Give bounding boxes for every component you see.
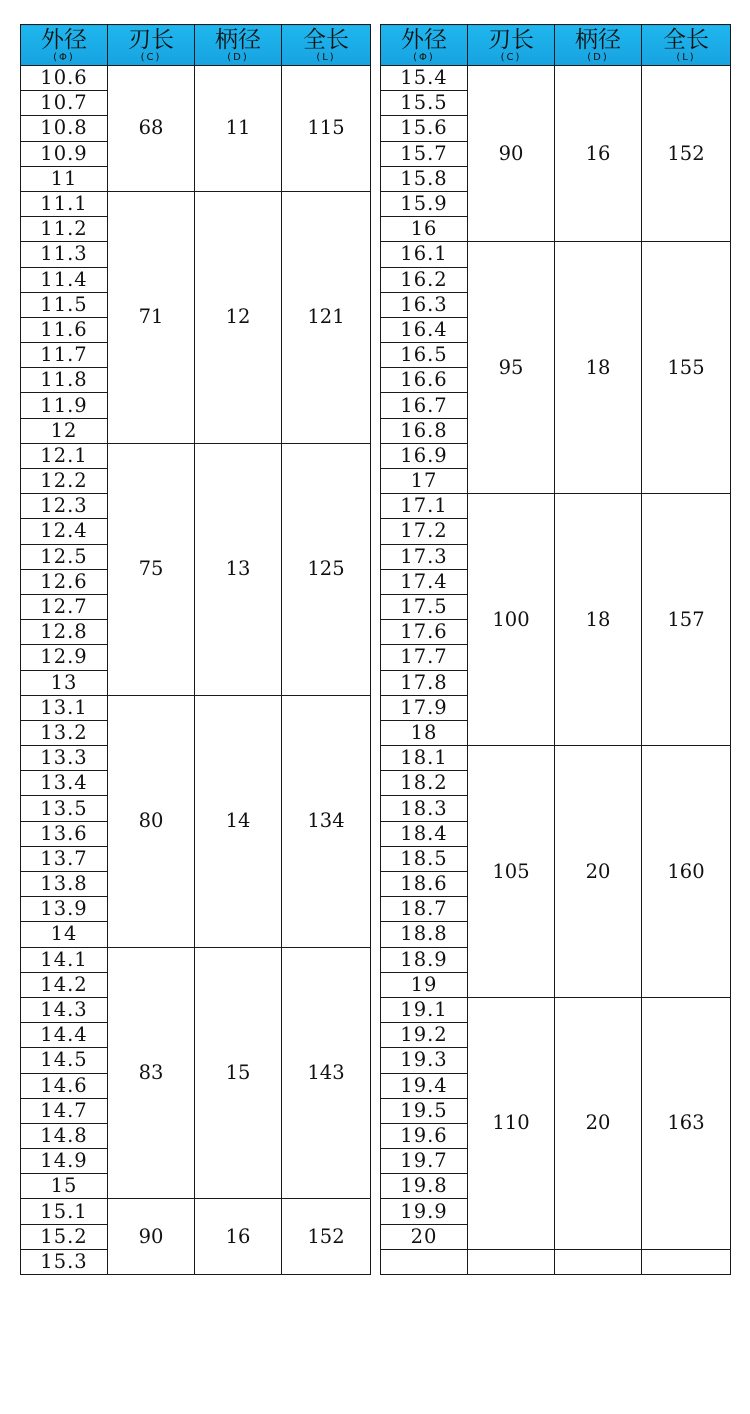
diameter-cell: 14.6 — [21, 1073, 108, 1098]
header-label: 全长 — [663, 26, 709, 53]
diameter-cell: 14.3 — [21, 997, 108, 1022]
header-unit: (Φ) — [413, 51, 435, 63]
diameter-cell: 15.5 — [381, 91, 468, 116]
overall-length-cell: 121 — [282, 191, 371, 443]
diameter-cell: 18.6 — [381, 872, 468, 897]
diameter-cell: 14.8 — [21, 1123, 108, 1148]
overall-length-cell: 115 — [282, 66, 371, 192]
blade-length-cell: 80 — [108, 695, 195, 947]
diameter-cell: 18.1 — [381, 746, 468, 771]
diameter-cell: 14.5 — [21, 1048, 108, 1073]
empty-cell — [381, 1249, 468, 1274]
diameter-cell: 16.8 — [381, 418, 468, 443]
empty-cell — [555, 1249, 642, 1274]
diameter-cell: 18.9 — [381, 947, 468, 972]
header-row — [21, 25, 371, 66]
diameter-cell: 14.9 — [21, 1149, 108, 1174]
diameter-cell: 13.7 — [21, 846, 108, 871]
header-label: 柄径 — [215, 26, 261, 53]
diameter-cell: 13.6 — [21, 821, 108, 846]
header-unit: (Φ) — [53, 51, 75, 63]
overall-length-header — [282, 25, 371, 66]
diameter-cell: 11.5 — [21, 292, 108, 317]
diameter-cell: 14.7 — [21, 1098, 108, 1123]
diameter-cell: 11.7 — [21, 343, 108, 368]
diameter-cell: 15.1 — [21, 1199, 108, 1224]
diameter-cell: 15 — [21, 1174, 108, 1199]
diameter-cell: 13.2 — [21, 720, 108, 745]
diameter-cell: 11.2 — [21, 217, 108, 242]
diameter-cell: 15.2 — [21, 1224, 108, 1249]
table-row — [21, 443, 371, 468]
overall-length-cell: 134 — [282, 695, 371, 947]
diameter-cell: 12.2 — [21, 469, 108, 494]
overall-length-cell: 163 — [642, 997, 731, 1249]
header-label: 外径 — [41, 26, 87, 53]
shank-diameter-header — [555, 25, 642, 66]
diameter-cell: 19.4 — [381, 1073, 468, 1098]
empty-cell — [468, 1249, 555, 1274]
shank-diameter-cell: 20 — [555, 746, 642, 998]
overall-length-cell: 155 — [642, 242, 731, 494]
overall-length-cell: 143 — [282, 947, 371, 1199]
diameter-cell: 19.3 — [381, 1048, 468, 1073]
diameter-cell: 15.3 — [21, 1249, 108, 1274]
diameter-cell: 16.1 — [381, 242, 468, 267]
overall-length-cell: 157 — [642, 494, 731, 746]
diameter-cell: 17.8 — [381, 670, 468, 695]
diameter-cell: 13.8 — [21, 872, 108, 897]
overall-length-header — [642, 25, 731, 66]
table-row — [21, 191, 371, 216]
header-label: 全长 — [303, 26, 349, 53]
diameter-cell: 14.4 — [21, 1023, 108, 1048]
diameter-cell: 18.4 — [381, 821, 468, 846]
diameter-cell: 16.2 — [381, 267, 468, 292]
diameter-cell: 19 — [381, 972, 468, 997]
table-row — [21, 66, 371, 91]
table-row — [381, 66, 731, 91]
diameter-cell: 15.6 — [381, 116, 468, 141]
diameter-cell: 17.4 — [381, 569, 468, 594]
diameter-header — [381, 25, 468, 66]
diameter-cell: 10.8 — [21, 116, 108, 141]
diameter-cell: 12.6 — [21, 569, 108, 594]
diameter-cell: 12.9 — [21, 645, 108, 670]
header-label: 柄径 — [575, 26, 621, 53]
diameter-cell: 11.3 — [21, 242, 108, 267]
diameter-cell: 18.2 — [381, 771, 468, 796]
header-label: 刃长 — [488, 26, 534, 53]
diameter-cell: 16.6 — [381, 368, 468, 393]
diameter-cell: 12.3 — [21, 494, 108, 519]
diameter-cell: 19.1 — [381, 997, 468, 1022]
header-unit: (C) — [140, 51, 162, 63]
blade-length-cell: 110 — [468, 997, 555, 1249]
diameter-cell: 11.9 — [21, 393, 108, 418]
overall-length-cell: 152 — [642, 66, 731, 242]
shank-diameter-cell: 16 — [195, 1199, 282, 1275]
header-unit: (D) — [587, 51, 609, 63]
diameter-cell: 19.6 — [381, 1123, 468, 1148]
blade-length-cell: 105 — [468, 746, 555, 998]
diameter-cell: 10.9 — [21, 141, 108, 166]
diameter-cell: 13.5 — [21, 796, 108, 821]
header-unit: (D) — [227, 51, 249, 63]
shank-diameter-header — [195, 25, 282, 66]
overall-length-cell: 125 — [282, 443, 371, 695]
diameter-cell: 17 — [381, 469, 468, 494]
diameter-cell: 12.5 — [21, 544, 108, 569]
shank-diameter-cell: 11 — [195, 66, 282, 192]
diameter-cell: 17.7 — [381, 645, 468, 670]
blade-length-cell: 100 — [468, 494, 555, 746]
diameter-cell: 18 — [381, 720, 468, 745]
diameter-cell: 12.7 — [21, 594, 108, 619]
diameter-cell: 20 — [381, 1224, 468, 1249]
diameter-cell: 11.4 — [21, 267, 108, 292]
shank-diameter-cell: 18 — [555, 494, 642, 746]
diameter-cell: 19.7 — [381, 1149, 468, 1174]
table-body — [381, 66, 731, 1275]
diameter-cell: 13.4 — [21, 771, 108, 796]
shank-diameter-cell: 16 — [555, 66, 642, 242]
diameter-cell: 17.9 — [381, 695, 468, 720]
table-row — [381, 494, 731, 519]
diameter-cell: 13 — [21, 670, 108, 695]
diameter-header — [21, 25, 108, 66]
blade-length-cell: 95 — [468, 242, 555, 494]
shank-diameter-cell: 18 — [555, 242, 642, 494]
diameter-cell: 18.3 — [381, 796, 468, 821]
empty-row — [381, 1249, 731, 1274]
diameter-cell: 14 — [21, 922, 108, 947]
diameter-cell: 12.4 — [21, 519, 108, 544]
overall-length-cell: 160 — [642, 746, 731, 998]
diameter-cell: 14.2 — [21, 972, 108, 997]
header-unit: (C) — [500, 51, 522, 63]
overall-length-cell: 152 — [282, 1199, 371, 1275]
table-row — [21, 947, 371, 972]
table-row — [21, 695, 371, 720]
shank-diameter-cell: 15 — [195, 947, 282, 1199]
diameter-cell: 16.4 — [381, 317, 468, 342]
diameter-cell: 11.6 — [21, 317, 108, 342]
header-unit: (L) — [316, 51, 336, 63]
diameter-cell: 14.1 — [21, 947, 108, 972]
diameter-cell: 12.1 — [21, 443, 108, 468]
diameter-cell: 17.6 — [381, 620, 468, 645]
header-label: 外径 — [401, 26, 447, 53]
diameter-cell: 16.9 — [381, 443, 468, 468]
diameter-cell: 15.4 — [381, 66, 468, 91]
header-row — [381, 25, 731, 66]
blade-length-cell: 90 — [468, 66, 555, 242]
diameter-cell: 13.3 — [21, 746, 108, 771]
blade-length-cell: 90 — [108, 1199, 195, 1275]
diameter-cell: 11.1 — [21, 191, 108, 216]
diameter-cell: 17.3 — [381, 544, 468, 569]
spec-table-right — [380, 24, 731, 1275]
diameter-cell: 16.5 — [381, 343, 468, 368]
diameter-cell: 18.7 — [381, 897, 468, 922]
diameter-cell: 19.9 — [381, 1199, 468, 1224]
diameter-cell: 11.8 — [21, 368, 108, 393]
blade-length-cell: 75 — [108, 443, 195, 695]
diameter-cell: 16 — [381, 217, 468, 242]
diameter-cell: 15.8 — [381, 166, 468, 191]
header-label: 刃长 — [128, 26, 174, 53]
diameter-cell: 19.2 — [381, 1023, 468, 1048]
spec-table-left — [20, 24, 371, 1275]
blade-length-cell: 68 — [108, 66, 195, 192]
diameter-cell: 10.6 — [21, 66, 108, 91]
diameter-cell: 17.1 — [381, 494, 468, 519]
diameter-cell: 19.8 — [381, 1174, 468, 1199]
diameter-cell: 16.7 — [381, 393, 468, 418]
table-row — [381, 746, 731, 771]
blade-length-cell: 83 — [108, 947, 195, 1199]
diameter-cell: 17.5 — [381, 594, 468, 619]
diameter-cell: 13.1 — [21, 695, 108, 720]
diameter-cell: 12 — [21, 418, 108, 443]
table-row — [21, 1199, 371, 1224]
diameter-cell: 15.7 — [381, 141, 468, 166]
diameter-cell: 13.9 — [21, 897, 108, 922]
table-row — [381, 242, 731, 267]
empty-cell — [642, 1249, 731, 1274]
table-body — [21, 66, 371, 1275]
shank-diameter-cell: 12 — [195, 191, 282, 443]
shank-diameter-cell: 20 — [555, 997, 642, 1249]
diameter-cell: 10.7 — [21, 91, 108, 116]
diameter-cell: 11 — [21, 166, 108, 191]
shank-diameter-cell: 14 — [195, 695, 282, 947]
diameter-cell: 19.5 — [381, 1098, 468, 1123]
header-unit: (L) — [676, 51, 696, 63]
diameter-cell: 17.2 — [381, 519, 468, 544]
table-row — [381, 997, 731, 1022]
diameter-cell: 18.8 — [381, 922, 468, 947]
diameter-cell: 15.9 — [381, 191, 468, 216]
blade-length-header — [468, 25, 555, 66]
shank-diameter-cell: 13 — [195, 443, 282, 695]
diameter-cell: 16.3 — [381, 292, 468, 317]
diameter-cell: 12.8 — [21, 620, 108, 645]
blade-length-header — [108, 25, 195, 66]
blade-length-cell: 71 — [108, 191, 195, 443]
diameter-cell: 18.5 — [381, 846, 468, 871]
